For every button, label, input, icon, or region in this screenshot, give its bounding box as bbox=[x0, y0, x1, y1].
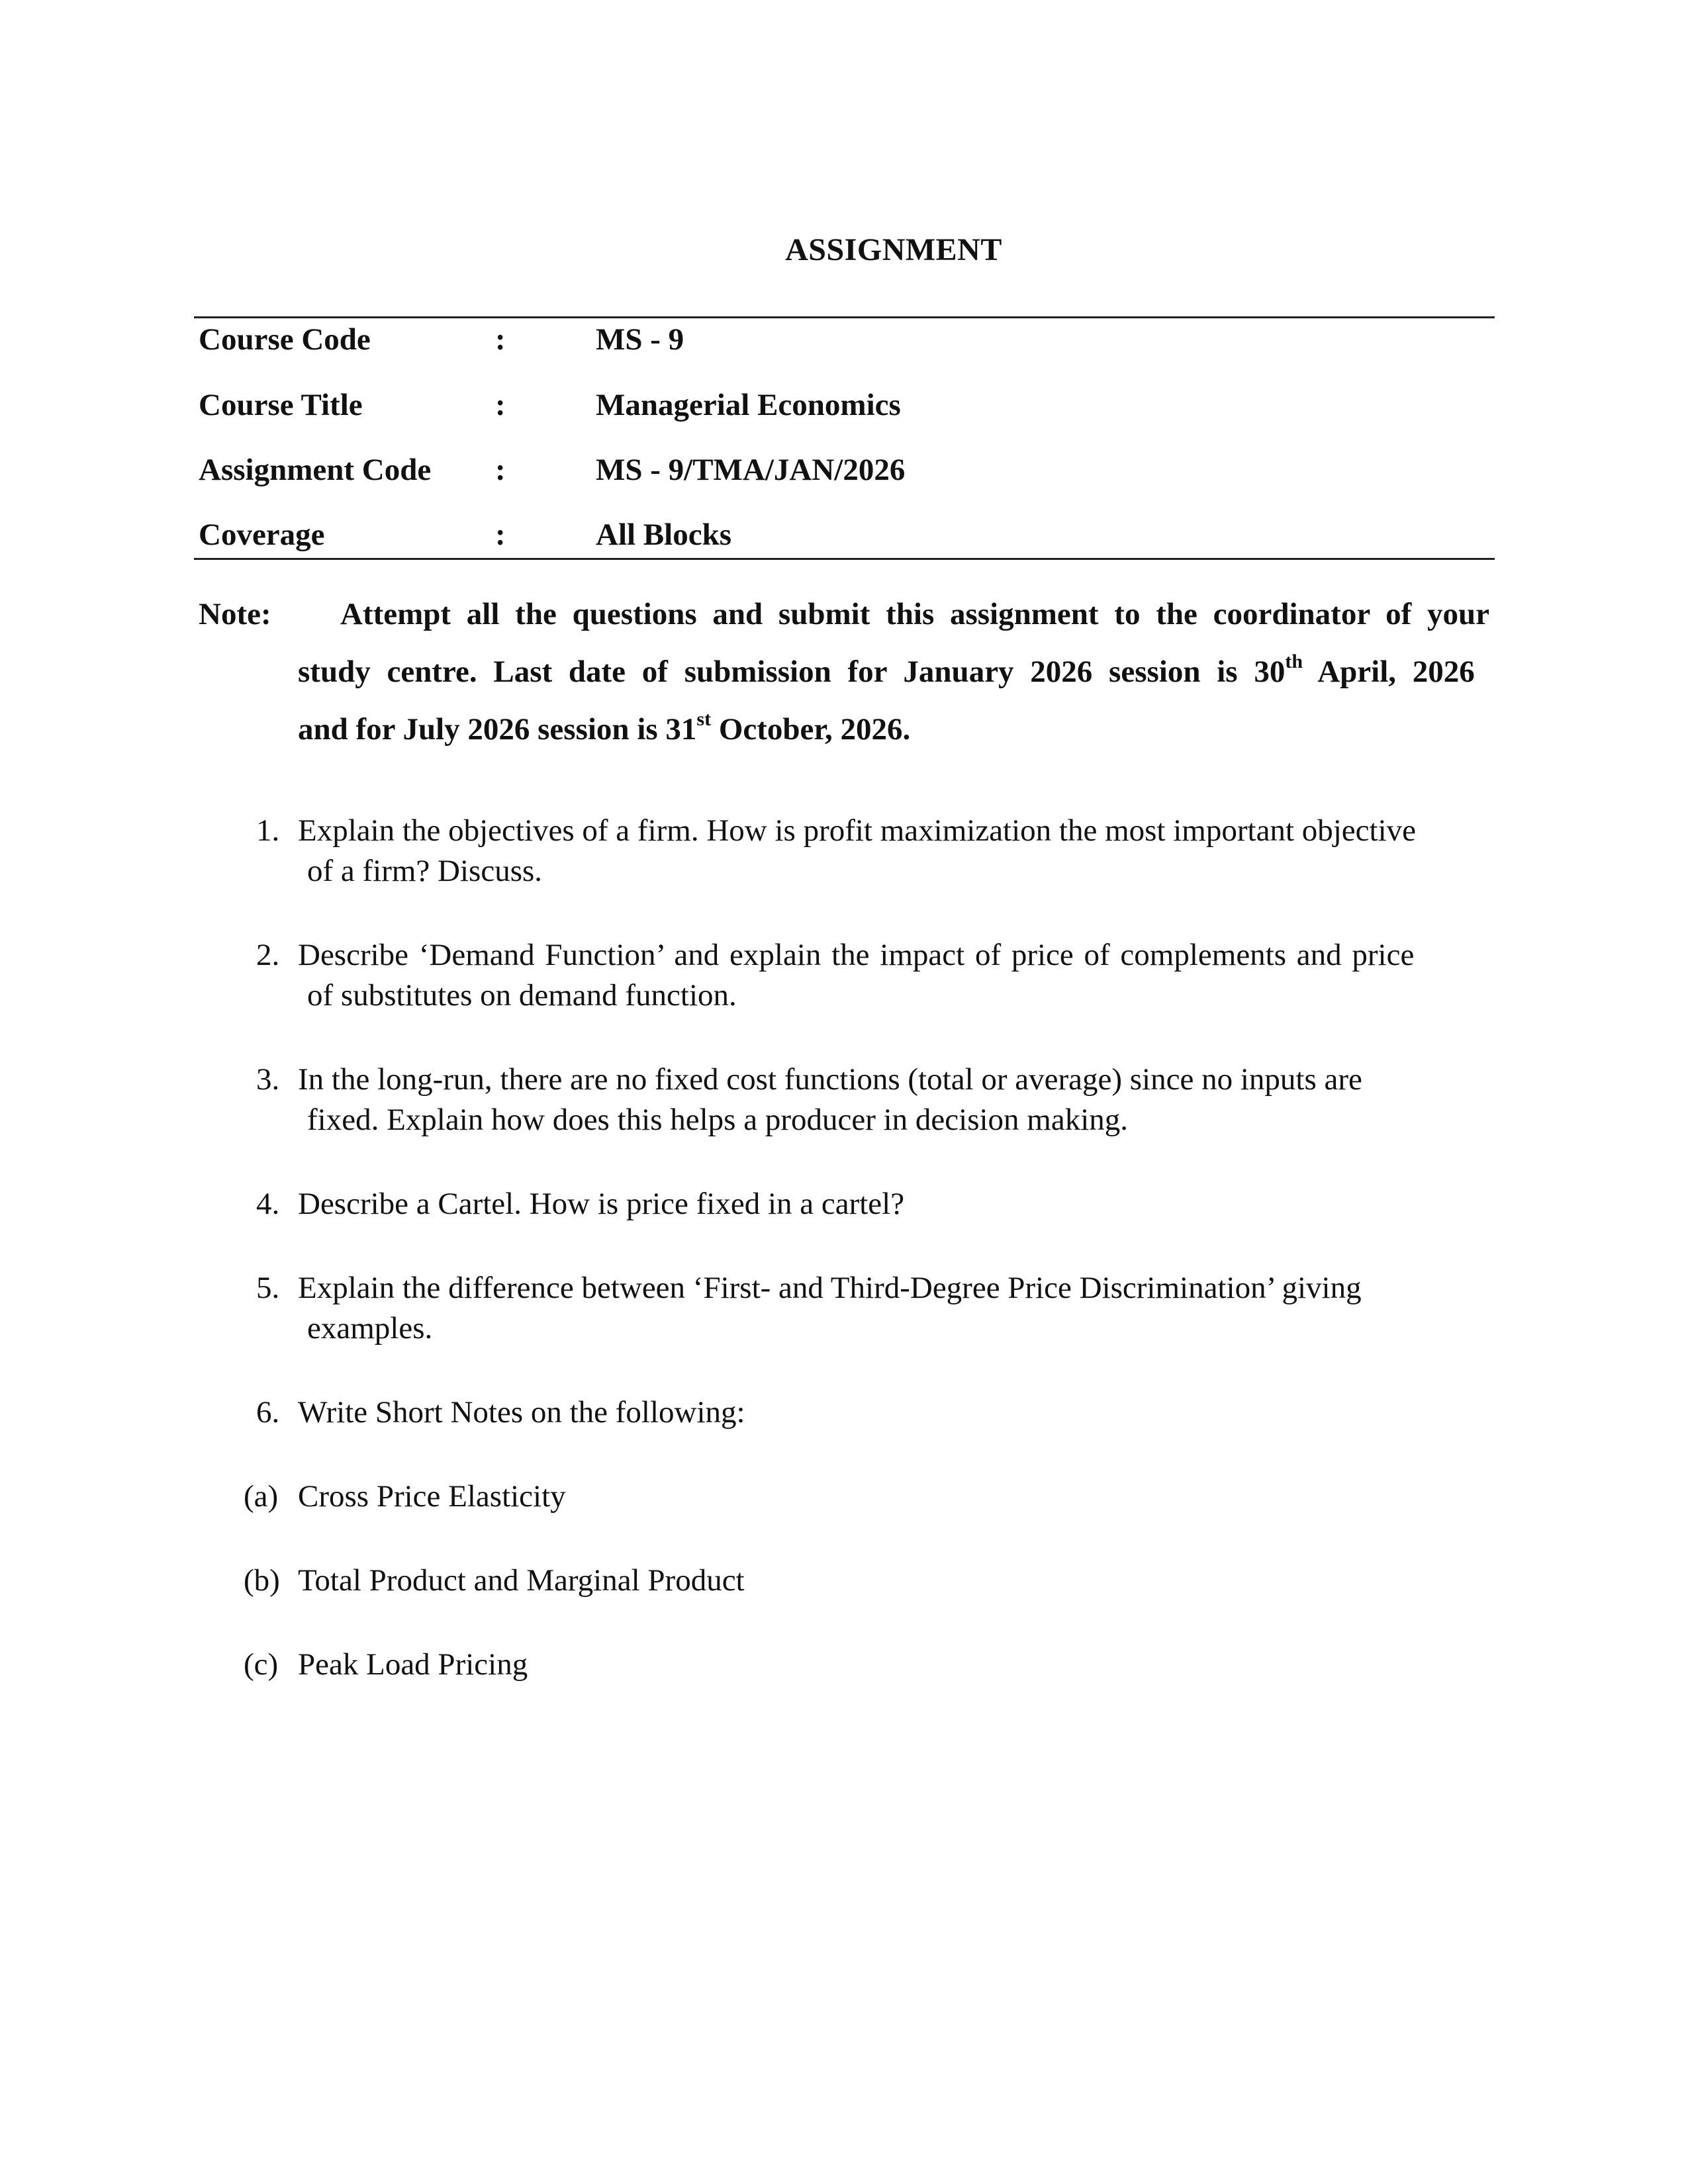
meta-row-coverage bbox=[199, 517, 1489, 557]
question-line: of a firm? Discuss. bbox=[307, 854, 543, 888]
question-line: Explain the difference between ‘First- and Third-Degree Price Discrimination’ giving bbox=[298, 1271, 1362, 1305]
meta-label: Course Title bbox=[199, 388, 363, 422]
question-text bbox=[298, 1392, 1489, 1433]
meta-label: Course Code bbox=[199, 322, 371, 357]
subitem-text bbox=[298, 1645, 1489, 1685]
meta-row-course-title bbox=[199, 387, 1489, 427]
meta-separator: : bbox=[495, 322, 506, 357]
bottom-rule bbox=[194, 558, 1495, 560]
list-item bbox=[245, 1060, 1489, 1140]
meta-label: Assignment Code bbox=[199, 453, 432, 487]
subitem-line: Cross Price Elasticity bbox=[298, 1479, 566, 1514]
question-text bbox=[298, 1184, 1489, 1224]
subitem-label: (a) bbox=[244, 1479, 279, 1514]
question-line: Write Short Notes on the following: bbox=[298, 1395, 745, 1430]
meta-value: All Blocks bbox=[596, 518, 732, 552]
question-line: In the long-run, there are no fixed cost functions (total or average) since no inputs are bbox=[298, 1062, 1362, 1097]
meta-row-assignment-code bbox=[199, 452, 1489, 492]
list-item bbox=[245, 1392, 1489, 1433]
meta-value: MS - 9 bbox=[596, 322, 684, 357]
question-line: of substitutes on demand function. bbox=[307, 978, 737, 1013]
subitem-line: Peak Load Pricing bbox=[298, 1647, 528, 1682]
note-text-3a: and for July 2026 session is 31 bbox=[298, 712, 697, 747]
meta-label: Coverage bbox=[199, 518, 325, 552]
meta-separator: : bbox=[495, 518, 506, 552]
note-sup-th: th bbox=[1285, 651, 1303, 673]
meta-row-course-code bbox=[199, 322, 1489, 361]
list-item bbox=[245, 1268, 1489, 1349]
question-line: Describe a Cartel. How is price fixed in a cartel? bbox=[298, 1187, 905, 1221]
meta-value: Managerial Economics bbox=[596, 388, 901, 422]
question-list bbox=[245, 811, 1489, 1729]
question-number: 1. bbox=[256, 813, 280, 848]
note-line-1 bbox=[199, 586, 1489, 643]
note-text-2a: study centre. Last date of submission for January 2026 session is 30 bbox=[298, 655, 1286, 689]
question-line: examples. bbox=[307, 1311, 433, 1345]
note-line-3 bbox=[298, 701, 1489, 758]
note-text-2b: April, 2026 bbox=[1303, 655, 1475, 689]
subitem-text bbox=[298, 1561, 1489, 1601]
question-number: 5. bbox=[256, 1271, 280, 1305]
question-number: 2. bbox=[256, 938, 280, 972]
list-item bbox=[245, 1645, 1489, 1685]
list-item bbox=[245, 1184, 1489, 1224]
submission-note bbox=[199, 586, 1489, 758]
meta-separator: : bbox=[495, 388, 506, 422]
question-number: 3. bbox=[256, 1062, 280, 1097]
note-text-1: Attempt all the questions and submit this assignment to the coordinator of your bbox=[340, 597, 1489, 631]
meta-separator: : bbox=[495, 453, 506, 487]
page-title: ASSIGNMENT bbox=[785, 232, 1002, 267]
question-text bbox=[298, 811, 1489, 891]
list-item bbox=[245, 935, 1489, 1016]
subitem-label: (c) bbox=[244, 1647, 279, 1682]
question-number: 4. bbox=[256, 1187, 280, 1221]
subitem-label: (b) bbox=[244, 1563, 280, 1598]
subitem-line: Total Product and Marginal Product bbox=[298, 1563, 745, 1598]
meta-value: MS - 9/TMA/JAN/2026 bbox=[596, 453, 906, 487]
question-line: Explain the objectives of a firm. How is profit maximization the most important objective bbox=[298, 813, 1416, 848]
note-sup-st: st bbox=[696, 708, 712, 731]
question-text bbox=[298, 1268, 1489, 1349]
question-text bbox=[298, 935, 1489, 1016]
note-line-2 bbox=[298, 643, 1489, 701]
list-item bbox=[245, 1477, 1489, 1517]
list-item bbox=[245, 1561, 1489, 1601]
question-number: 6. bbox=[256, 1395, 280, 1430]
question-text bbox=[298, 1060, 1489, 1140]
subitem-text bbox=[298, 1477, 1489, 1517]
question-line: fixed. Explain how does this helps a producer in decision making. bbox=[307, 1103, 1129, 1137]
question-line: Describe ‘Demand Function’ and explain the impact of price of complements and price bbox=[298, 938, 1415, 972]
list-item bbox=[245, 811, 1489, 891]
note-label: Note: bbox=[199, 597, 271, 631]
top-rule bbox=[194, 316, 1495, 318]
note-text-3b: October, 2026. bbox=[711, 712, 911, 747]
